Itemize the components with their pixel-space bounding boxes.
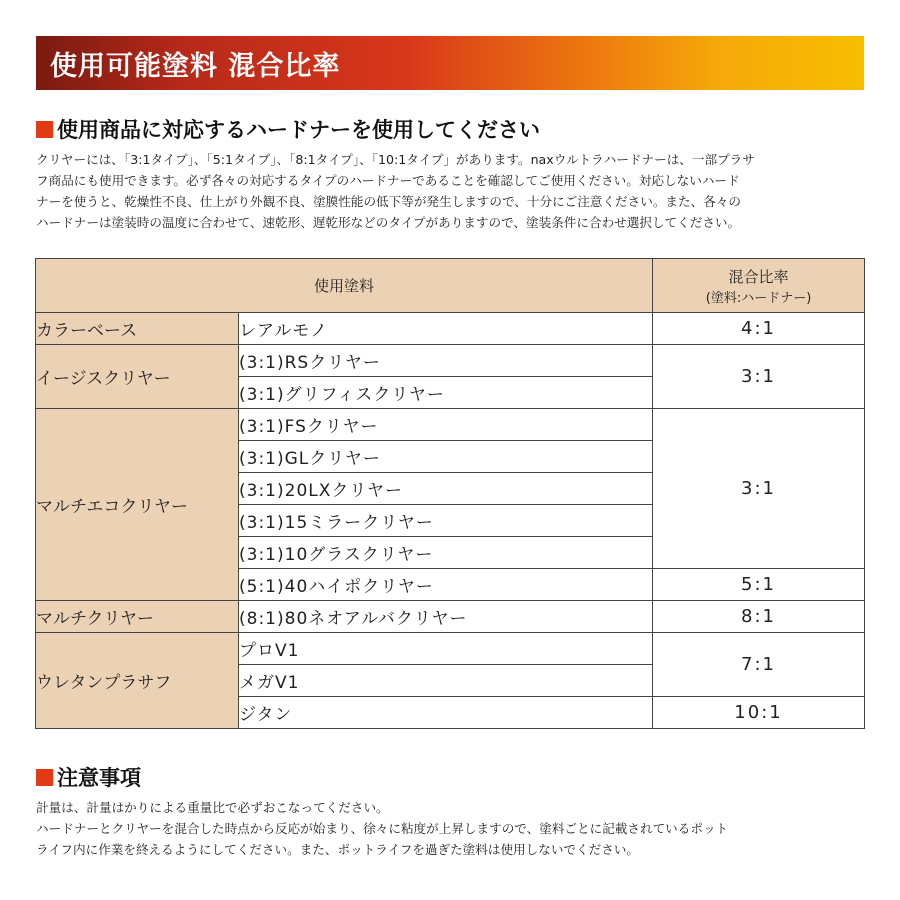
description-line: ナーを使うと、乾燥性不良、仕上がり外観不良、塗膜性能の低下等が発生しますので、十分にご注意ください。また、各々の (36, 194, 741, 209)
category-cell: ウレタンプラサフ (36, 633, 239, 729)
category-cell: マルチエコクリヤー (36, 409, 239, 601)
hardener-description (36, 149, 868, 233)
section-heading-notes (36, 762, 141, 792)
ratio-cell: 3:1 (653, 345, 865, 409)
square-bullet-icon (36, 121, 53, 138)
section-heading-text: 使用商品に対応するハードナーを使用してください (57, 118, 540, 142)
section-heading-text: 注意事項 (57, 766, 141, 790)
ratio-cell: 5:1 (653, 569, 865, 601)
product-cell: (3:1)グリフィスクリヤー (239, 377, 653, 409)
product-cell: (3:1)GLクリヤー (239, 441, 653, 473)
product-cell: (3:1)10グラスクリヤー (239, 537, 653, 569)
ratio-cell: 8:1 (653, 601, 865, 633)
header-ratio-sub: (塗料:ハードナー) (705, 290, 812, 306)
page-title: 使用可能塗料 混合比率 (50, 51, 341, 82)
description-line: フ商品にも使用できます。必ず各々の対応するタイプのハードナーであることを確認してご使用ください。対応しないハード (36, 173, 740, 188)
product-cell: (3:1)20LXクリヤー (239, 473, 653, 505)
title-banner (36, 36, 864, 90)
table-row (36, 345, 865, 377)
square-bullet-icon (36, 769, 53, 786)
ratio-cell: 7:1 (653, 633, 865, 697)
product-cell: メガV1 (239, 665, 653, 697)
table-row (36, 601, 865, 633)
product-cell: (3:1)15ミラークリヤー (239, 505, 653, 537)
notes-line: ライフ内に作業を終えるようにしてください。また、ポットライフを過ぎた塗料は使用しないでください。 (36, 842, 639, 857)
header-ratio-label: 混合比率 (728, 267, 789, 286)
product-cell: (3:1)RSクリヤー (239, 345, 653, 377)
notes-text (36, 797, 868, 860)
description-line: ハードナーは塗装時の温度に合わせて、速乾形、遅乾形などのタイプがありますので、塗装条件に合わせ選択してください。 (36, 215, 741, 230)
header-paint: 使用塗料 (36, 259, 653, 313)
table-row (36, 313, 865, 345)
product-cell: (5:1)40ハイポクリヤー (239, 569, 653, 601)
product-cell: (8:1)80ネオアルバクリヤー (239, 601, 653, 633)
product-cell: (3:1)FSクリヤー (239, 409, 653, 441)
table-header-row (36, 259, 865, 313)
ratio-cell: 10:1 (653, 697, 865, 729)
category-cell: イージスクリヤー (36, 345, 239, 409)
notes-line: 計量は、計量はかりによる重量比で必ずおこなってください。 (36, 800, 389, 815)
ratio-cell: 4:1 (653, 313, 865, 345)
table-row (36, 409, 865, 441)
category-cell: マルチクリヤー (36, 601, 239, 633)
category-cell: カラーベース (36, 313, 239, 345)
table-row (36, 633, 865, 665)
ratio-cell: 3:1 (653, 409, 865, 569)
section-heading-hardener (36, 114, 540, 144)
mixing-ratio-table (35, 258, 865, 729)
description-line: クリヤーには、「3:1タイプ」、「5:1タイプ」、「8:1タイプ」、「10:1タイプ」があります。naxウルトラハードナーは、一部プラサ (36, 152, 755, 167)
product-cell: ジタン (239, 697, 653, 729)
product-cell: レアルモノ (239, 313, 653, 345)
notes-line: ハードナーとクリヤーを混合した時点から反応が始まり、徐々に粘度が上昇しますので、塗料ごとに記載されているポット (36, 821, 729, 836)
product-cell: プロV1 (239, 633, 653, 665)
header-ratio (653, 259, 865, 313)
